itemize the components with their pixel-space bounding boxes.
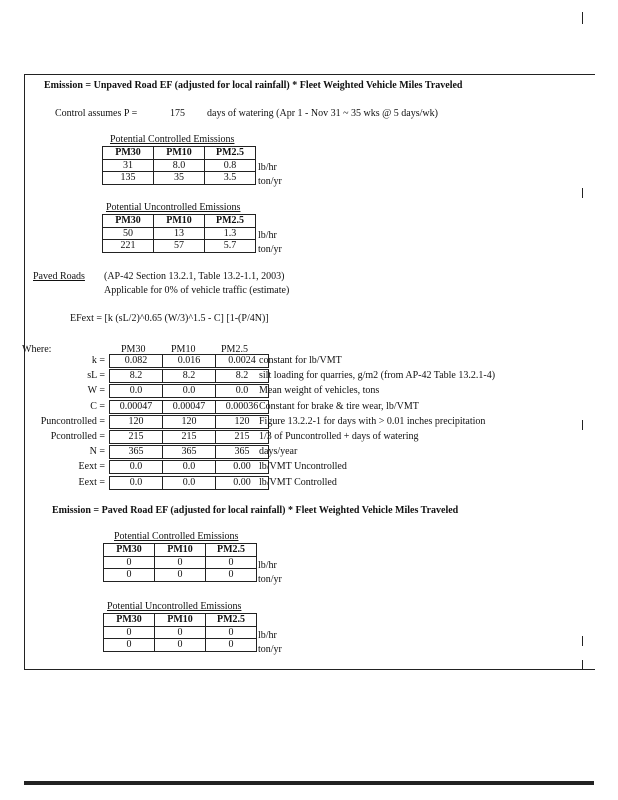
cell: 57 [154,240,205,253]
cell: 0 [104,569,155,582]
constant-value: 0.00 [216,461,269,474]
cell: 0.8 [205,159,256,172]
cell: 5.7 [205,240,256,253]
constant-description: lb/VMT Uncontrolled [259,461,347,472]
unit-label: ton/yr [258,244,282,255]
paved-reference: (AP-42 Section 13.2.1, Table 13.2-1.1, 2003) [104,271,285,282]
constant-value: 0.0 [110,477,163,490]
constant-label: N = [89,446,105,457]
constant-value: 8.2 [216,370,269,383]
constant-value: 0.0 [163,461,216,474]
paved-roads-label: Paved Roads [33,271,85,282]
header-pm25: PM2.5 [206,544,257,557]
header-pm30: PM30 [103,147,154,160]
paved-applicable: Applicable for 0% of vehicle traffic (estimate) [104,285,290,296]
cell: 0 [206,639,257,652]
const-header-pm10: PM10 [171,344,196,355]
constant-value: 0.00036 [216,401,269,414]
unpaved-controlled-table [102,146,256,185]
unpaved-emission-heading: Emission = Unpaved Road EF (adjusted for local rainfall) * Fleet Weighted Vehicle Miles Traveled [44,80,463,91]
header-pm30: PM30 [103,215,154,228]
constant-value: 0.0 [163,477,216,490]
constant-values-row [109,445,269,459]
constant-label: Eext = [78,477,105,488]
constant-description: Constant for brake & tire wear, lb/VMT [259,401,419,412]
constant-value: 0.0 [110,385,163,398]
cell: 0 [155,626,206,639]
constant-value: 0.00 [216,477,269,490]
constant-value: 365 [163,446,216,459]
constant-description: silt loading for quarries, g/m2 (from AP-42 Table 13.2.1-4) [259,370,496,381]
constant-label: k = [91,355,105,366]
cell: 0 [104,639,155,652]
cell: 0 [155,569,206,582]
constant-description: Mean weight of vehicles, tons [259,385,380,396]
cell: 3.5 [205,172,256,185]
constant-value: 0.00047 [163,401,216,414]
constant-values-row [109,384,269,398]
header-pm10: PM10 [155,544,206,557]
constant-label: W = [87,385,105,396]
constant-value: 120 [163,416,216,429]
const-header-pm30: PM30 [121,344,146,355]
constant-value: 8.2 [163,370,216,383]
constant-value: 215 [216,431,269,444]
unit-label: ton/yr [258,644,282,655]
control-prefix: Control assumes P = [55,108,138,119]
scan-mark [582,12,583,24]
constant-value: 0.082 [110,355,163,368]
constant-value: 120 [216,416,269,429]
header-pm25: PM2.5 [205,147,256,160]
cell: 50 [103,227,154,240]
cell: 0 [104,626,155,639]
constant-value: 365 [216,446,269,459]
control-value: 175 [170,108,185,119]
constant-values-row [109,460,269,474]
where-label: Where: [22,344,52,355]
cell: 31 [103,159,154,172]
paved-uncontrolled-title: Potential Uncontrolled Emissions [107,601,242,612]
unpaved-uncontrolled-title: Potential Uncontrolled Emissions [106,202,241,213]
unit-label: lb/hr [258,230,277,241]
constant-description: days/year [259,446,298,457]
unit-label: lb/hr [258,630,277,641]
cell: 0 [206,626,257,639]
constant-value: 0.0 [110,461,163,474]
constant-value: 0.016 [163,355,216,368]
cell: 0 [104,556,155,569]
constant-value: 0.0024 [216,355,269,368]
unit-label: lb/hr [258,560,277,571]
unpaved-controlled-title: Potential Controlled Emissions [110,134,235,145]
scan-mark [582,660,583,670]
constant-value: 0.0 [216,385,269,398]
paved-controlled-title: Potential Controlled Emissions [114,531,239,542]
header-pm25: PM2.5 [205,215,256,228]
unit-label: ton/yr [258,176,282,187]
constant-values-row [109,415,269,429]
constant-value: 120 [110,416,163,429]
scan-mark [582,636,583,646]
constant-description: 1/3 of Puncontrolled + days of watering [259,431,419,442]
constant-values-row [109,354,269,368]
header-pm25: PM2.5 [206,614,257,627]
paved-emission-heading: Emission = Paved Road EF (adjusted for local rainfall) * Fleet Weighted Vehicle Miles Traveled [52,505,459,516]
constant-label: Eext = [78,461,105,472]
constant-label: Puncontrolled = [40,416,105,427]
unpaved-uncontrolled-table [102,214,256,253]
unit-label: lb/hr [258,162,277,173]
header-pm10: PM10 [154,147,205,160]
constant-values-row [109,476,269,490]
scan-mark [582,420,583,430]
constant-values-row [109,369,269,383]
constant-value: 8.2 [110,370,163,383]
constant-value: 0.0 [163,385,216,398]
constant-value: 215 [163,431,216,444]
paved-formula: EFext = [k (sL/2)^0.65 (W/3)^1.5 - C] [1-(P/4N)] [70,313,269,324]
control-suffix: days of watering (Apr 1 - Nov 31 ~ 35 wks @ 5 days/wk) [207,108,438,119]
constant-label: Pcontrolled = [50,431,105,442]
constant-label: sL = [87,370,105,381]
cell: 0 [206,569,257,582]
cell: 0 [155,556,206,569]
constant-value: 0.00047 [110,401,163,414]
const-header-pm25: PM2.5 [221,344,248,355]
cell: 13 [154,227,205,240]
cell: 35 [154,172,205,185]
constant-description: constant for lb/VMT [259,355,342,366]
unit-label: ton/yr [258,574,282,585]
bottom-rule [24,781,594,785]
cell: 221 [103,240,154,253]
header-pm30: PM30 [104,614,155,627]
cell: 0 [155,639,206,652]
constant-value: 215 [110,431,163,444]
cell: 1.3 [205,227,256,240]
cell: 135 [103,172,154,185]
header-pm30: PM30 [104,544,155,557]
constant-values-row [109,400,269,414]
header-pm10: PM10 [155,614,206,627]
constant-value: 365 [110,446,163,459]
paved-uncontrolled-table [103,613,257,652]
paved-controlled-table [103,543,257,582]
cell: 0 [206,556,257,569]
constant-description: lb/VMT Controlled [259,477,337,488]
scan-mark [582,188,583,198]
constant-values-row [109,430,269,444]
constant-label: C = [90,401,105,412]
constant-description: Figure 13.2.2-1 for days with > 0.01 inches precipitation [259,416,486,427]
cell: 8.0 [154,159,205,172]
header-pm10: PM10 [154,215,205,228]
